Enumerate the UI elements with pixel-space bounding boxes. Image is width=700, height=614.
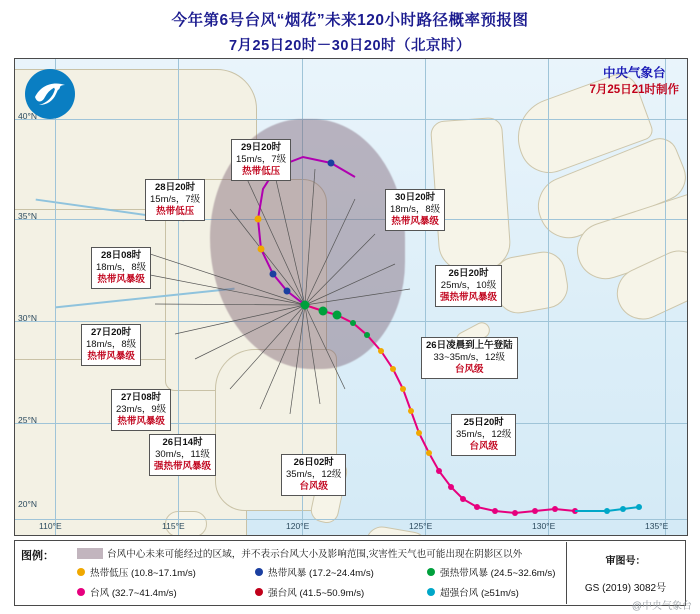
lat-label-25N: 25°N [18,415,37,425]
track-point-26-20 [333,311,342,320]
track-point-27-08 [284,288,291,295]
callout-wind: 30m/s，11级 [155,449,210,460]
callout-time: 29日20时 [241,142,282,153]
callout-time: 26日02时 [293,457,334,468]
track-point-30-20 [328,160,335,167]
callout-wind: 33~35m/s，12级 [433,352,506,363]
watermark: @中央气象台 [631,601,692,612]
callout-time: 28日08时 [101,250,142,261]
lon-label-135E: 135°E [645,521,669,531]
legend-item-sty [255,585,364,599]
callout-time: 26日20时 [448,268,489,279]
legend-label: 超强台风 (≥51m/s) [440,588,519,599]
lat-label-20N: 20°N [18,499,37,509]
legend-panel [14,540,686,606]
legend-title: 图例： [21,550,54,562]
callout-category: 热带风暴级 [97,274,145,285]
callout-category: 台风级 [469,441,498,452]
legend-shadow-text: 台风中心未来可能经过的区域，并不表示台风大小及影响范围,灾害性天气也可能出现在阴影区以外 [107,549,523,560]
callout-wind: 35m/s，12级 [456,429,512,440]
legend-dot-icon [255,588,263,596]
approval-value: GS (2019) 3082号 [584,583,667,594]
callout-wind: 18m/s，8级 [86,339,137,350]
track-point-landfall [301,301,310,310]
legend-item-td [77,565,196,579]
callout-wind: 35m/s，12级 [286,469,342,480]
agency-name: 中央气象台 [603,66,666,80]
track-point-27-20 [270,271,277,278]
lon-label-125E: 125°E [409,521,433,531]
title-line-2: 7月25日20时－30日20时（北京时） [228,38,472,54]
callout-category: 强热带风暴级 [154,461,212,472]
legend-label: 热带风暴 (17.2~24.4m/s) [268,568,374,579]
legend-label: 台风 (32.7~41.4m/s) [90,588,177,599]
track-point-28-20 [255,216,262,223]
callout-category: 强热带风暴级 [440,292,498,303]
legend-label: 强热带风暴 (24.5~32.6m/s) [440,568,556,579]
callout-wind: 23m/s，9级 [116,404,167,415]
callout-26-02 [281,454,346,496]
map-approval-number [566,542,684,604]
callout-time: 27日08时 [121,392,162,403]
cma-logo-icon [23,67,77,121]
legend-dot-icon [427,568,435,576]
callout-29-20 [231,139,291,181]
callout-category: 热带风暴级 [117,416,165,427]
callout-category: 台风级 [455,364,484,375]
legend-dot-icon [427,588,435,596]
lon-label-110E: 110°E [39,521,62,531]
callout-27-08 [111,389,171,431]
callout-26-14 [149,434,216,476]
legend-shadow-row [77,546,522,560]
typhoon-track-map[interactable] [14,58,688,536]
lon-label-120E: 120°E [286,521,310,531]
callout-26-20 [435,265,502,307]
callout-25-20 [451,414,516,456]
callout-time: 25日20时 [463,417,504,428]
legend-label: 热带低压 (10.8~17.1m/s) [90,568,196,579]
forecast-track [255,157,356,320]
track-point-28-08 [258,246,265,253]
legend-item-ts [255,565,374,579]
approval-title: 审图号： [605,556,646,567]
callout-27-20 [81,324,141,366]
callout-time: 26日凌晨到上午登陆 [426,340,513,351]
callout-28-20 [145,179,205,221]
lon-label-130E: 130°E [532,521,556,531]
callout-time: 27日20时 [91,327,132,338]
agency-issue-time: 7月25日21时制作 [589,84,679,96]
callout-26-landfall [421,337,518,379]
callout-time: 26日14时 [162,437,203,448]
legend-item-superty [427,585,519,599]
callout-category: 热带低压 [156,206,195,217]
callout-30-20 [385,189,445,231]
callout-wind: 15m/s，7级 [236,154,287,165]
legend-dot-icon [255,568,263,576]
page-title [0,8,700,55]
agency-block [590,65,679,99]
callout-category: 台风级 [299,481,328,492]
callout-wind: 15m/s，7级 [150,194,201,205]
callout-category: 热带低压 [242,166,281,177]
callout-time: 30日20时 [395,192,436,203]
legend-dot-icon [77,588,85,596]
shadow-swatch [77,548,103,559]
legend-item-sts [427,565,555,579]
lat-label-35N: 35°N [18,211,37,221]
callout-category: 热带风暴级 [87,351,135,362]
callout-28-08 [91,247,151,289]
lat-label-40N: 40°N [18,111,37,121]
track-overlay [15,59,687,535]
callout-wind: 25m/s，10级 [440,280,497,291]
callout-category: 热带风暴级 [391,216,439,227]
legend-label: 强台风 (41.5~50.9m/s) [268,588,365,599]
callout-time: 28日20时 [155,182,196,193]
lon-label-115E: 115°E [162,521,185,531]
lat-label-30N: 30°N [18,313,37,323]
title-line-1: 今年第6号台风“烟花”未来120小时路径概率预报图 [171,12,529,29]
track-point-26-14 [319,307,328,316]
legend-dot-icon [77,568,85,576]
callout-wind: 18m/s，8级 [96,262,147,273]
callout-wind: 18m/s，8级 [390,204,441,215]
legend-item-ty [77,585,177,599]
